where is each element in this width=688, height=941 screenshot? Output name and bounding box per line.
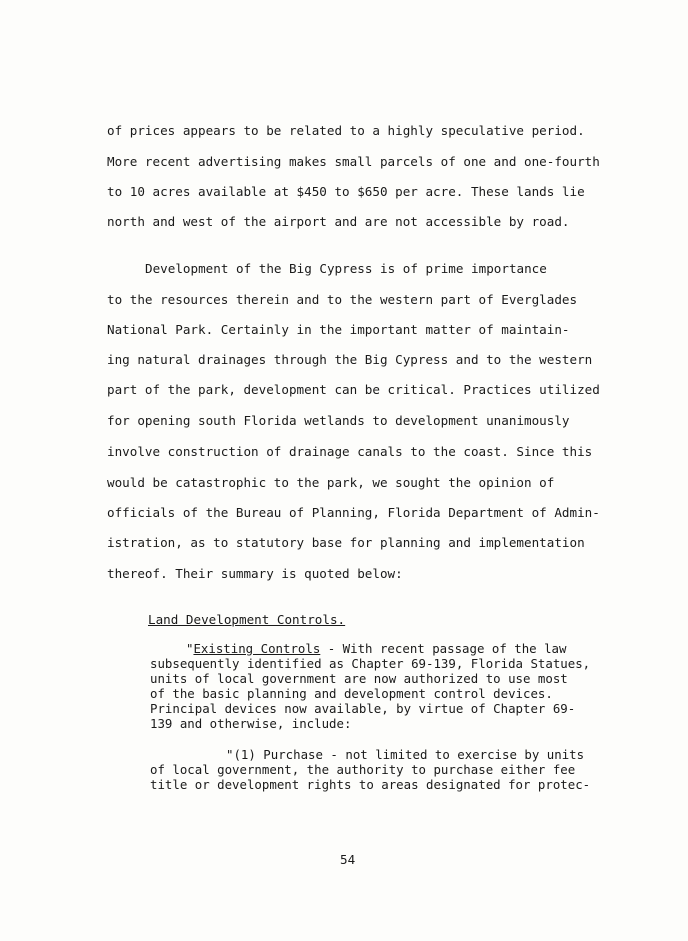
body-text-line: National Park. Certainly in the important matter of maintain- bbox=[107, 322, 570, 337]
body-text-line: istration, as to statutory base for planning and implementation bbox=[107, 535, 585, 550]
quote-subtitle: Existing Controls bbox=[193, 641, 321, 656]
quote-line: Principal devices now available, by virtue of Chapter 69- bbox=[150, 701, 576, 716]
page-number: 54 bbox=[340, 852, 356, 867]
quote-first-line: "(1) Purchase - not limited to exercise by units bbox=[226, 747, 585, 762]
body-text-line: part of the park, development can be critical. Practices utilized bbox=[107, 382, 600, 397]
quote-line: title or development rights to areas designated for protec- bbox=[150, 777, 591, 792]
body-text-line: to 10 acres available at $450 to $650 per acre. These lands lie bbox=[107, 184, 585, 199]
body-text-line: ing natural drainages through the Big Cypress and to the western bbox=[107, 352, 593, 367]
quote-line: of local government, the authority to purchase either fee bbox=[150, 762, 576, 777]
body-text-line: of prices appears to be related to a highly speculative period. bbox=[107, 123, 585, 138]
body-text-line: thereof. Their summary is quoted below: bbox=[107, 566, 403, 581]
body-text-line: north and west of the airport and are not accessible by road. bbox=[107, 214, 570, 229]
body-text-line: More recent advertising makes small parcels of one and one-fourth bbox=[107, 154, 600, 169]
body-text-line: Development of the Big Cypress is of prime importance bbox=[145, 261, 547, 276]
body-text-line: would be catastrophic to the park, we sought the opinion of bbox=[107, 475, 555, 490]
section-heading: Land Development Controls. bbox=[148, 612, 346, 627]
body-text-line: to the resources therein and to the western part of Everglades bbox=[107, 292, 578, 307]
quote-open-mark: " bbox=[186, 641, 194, 656]
quote-text: - With recent passage of the law bbox=[320, 641, 567, 656]
body-text-line: for opening south Florida wetlands to development unanimously bbox=[107, 413, 570, 428]
body-text-line: officials of the Bureau of Planning, Florida Department of Admin- bbox=[107, 505, 600, 520]
quote-first-line bbox=[186, 641, 566, 656]
quote-line: of the basic planning and development control devices. bbox=[150, 686, 553, 701]
body-text-line: involve construction of drainage canals to the coast. Since this bbox=[107, 444, 593, 459]
quote-line: 139 and otherwise, include: bbox=[150, 716, 352, 731]
quote-line: subsequently identified as Chapter 69-139, Florida Statues, bbox=[150, 656, 591, 671]
quote-line: units of local government are now authorized to use most bbox=[150, 671, 568, 686]
